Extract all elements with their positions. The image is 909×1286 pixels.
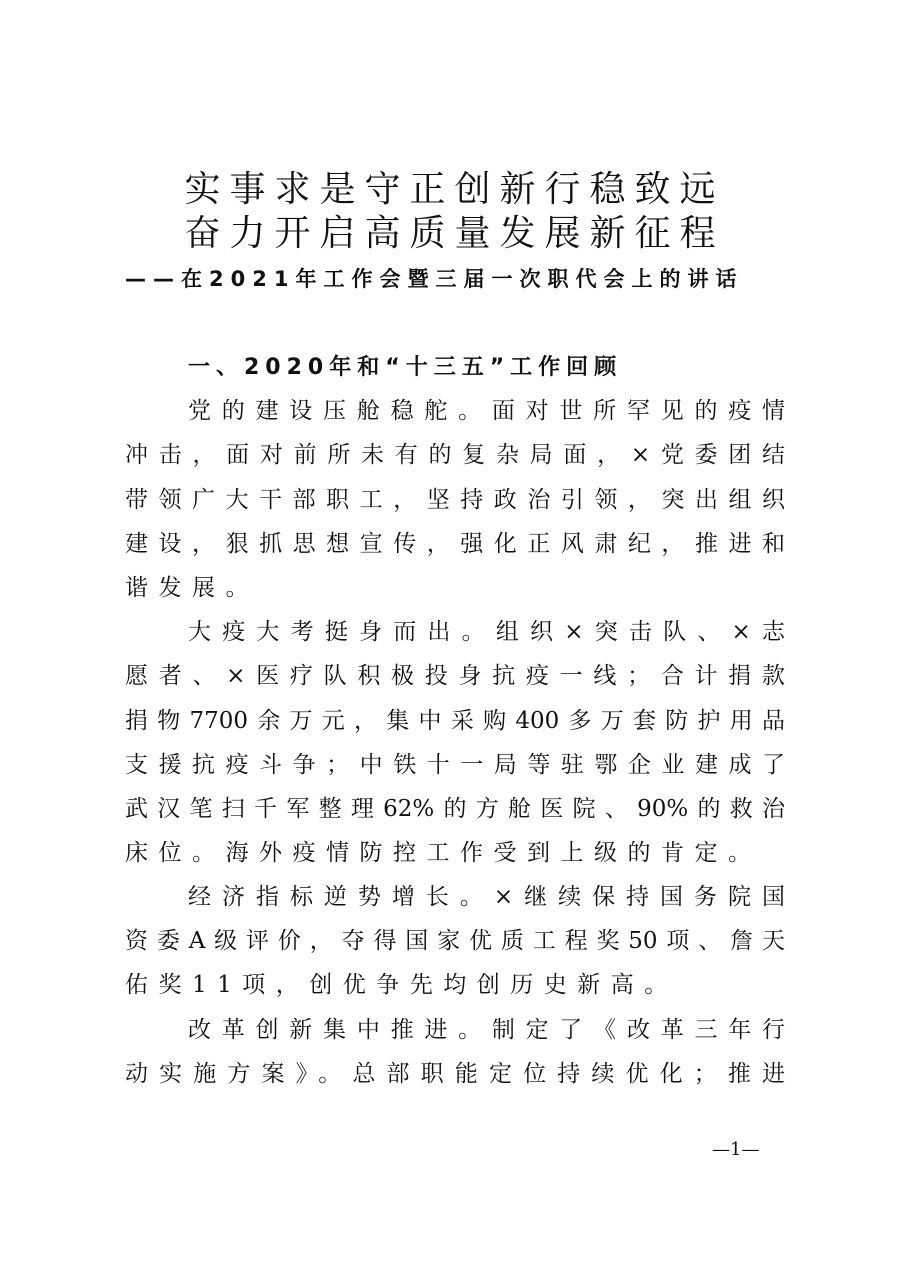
page-number: —1— bbox=[712, 1139, 760, 1160]
paragraph-line: 佑奖11项，创优争先均创历史新高。 bbox=[125, 972, 678, 998]
paragraph-line: 经济指标逆势增长。×继续保持国务院国 bbox=[188, 884, 785, 910]
paragraph-line: 动实施方案》。总部职能定位持续优化；推进 bbox=[125, 1061, 785, 1087]
paragraph-line: 愿者、×医疗队积极投身抗疫一线；合计捐款 bbox=[125, 663, 785, 689]
paragraph-line: 冲击，面对前所未有的复杂局面，×党委团结 bbox=[125, 442, 785, 468]
paragraph-line: 捐物7700余万元，集中采购400多万套防护用品 bbox=[125, 708, 785, 734]
paragraph-line: 党的建设压舱稳舵。面对世所罕见的疫情 bbox=[188, 398, 785, 424]
subtitle: ——在2021年工作会暨三届一次职代会上的讲话 bbox=[125, 267, 744, 291]
paragraph-line: 建设，狠抓思想宣传，强化正风肃纪，推进和 bbox=[125, 531, 785, 557]
paragraph-line: 带领广大干部职工，坚持政治引领，突出组织 bbox=[125, 487, 785, 513]
paragraph-line: 谐发展。 bbox=[125, 575, 259, 601]
paragraph-line: 武汉笔扫千军整理62%的方舱医院、90%的救治 bbox=[125, 796, 785, 822]
section-heading: 一、2020年和“十三五”工作回顾 bbox=[188, 355, 623, 380]
title-line-2: 奋力开启高质量发展新征程 bbox=[184, 213, 725, 254]
paragraph-line: 改革创新集中推进。制定了《改革三年行 bbox=[188, 1017, 785, 1043]
title-line-1: 实事求是守正创新行稳致远 bbox=[184, 169, 725, 210]
paragraph-line: 资委A级评价，夺得国家优质工程奖50项、詹天 bbox=[125, 928, 785, 954]
paragraph-line: 支援抗疫斗争；中铁十一局等驻鄂企业建成了 bbox=[125, 752, 785, 778]
paragraph-line: 床位。海外疫情防控工作受到上级的肯定。 bbox=[125, 840, 762, 866]
paragraph-line: 大疫大考挺身而出。组织×突击队、×志 bbox=[188, 619, 785, 645]
